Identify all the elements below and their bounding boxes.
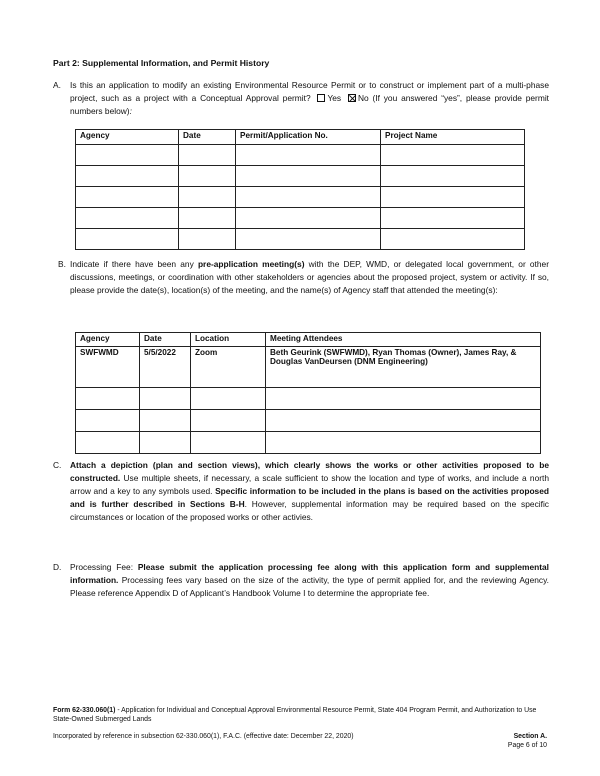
- table-cell[interactable]: [381, 145, 525, 166]
- item-c-text-1: Use multiple sheets, if necessary, a scale sufficient to show the location and type of works, and include a north arrow and a key to any symbols used.: [70, 473, 549, 496]
- table-cell[interactable]: [179, 208, 236, 229]
- table-row: [76, 166, 525, 187]
- col-header-date: Date: [179, 130, 236, 145]
- no-checkbox[interactable]: [348, 94, 356, 102]
- table-header-row: [76, 130, 525, 145]
- table-cell[interactable]: [191, 432, 266, 454]
- col-header-date: Date: [140, 333, 191, 347]
- table-header-row: [76, 333, 541, 347]
- item-c-bold-1: Attach a depiction (plan and section views), which clearly shows the works or other activities proposed to be constructed.: [70, 460, 549, 483]
- table-row: [76, 229, 525, 250]
- table-row: [76, 347, 541, 388]
- item-b-text-2: with the DEP, WMD, or delegated local government, or other discussions, meetings, or coordination with other stakeholders or agencies about the proposed project, system or activity. If so, please provide the date(s), location(s) of the meeting, and the name(s) of Agency staff that attended the meeting(s):: [70, 259, 549, 295]
- table-cell[interactable]: [236, 208, 381, 229]
- table-row: [76, 208, 525, 229]
- table-row: [76, 410, 541, 432]
- table-cell[interactable]: [179, 187, 236, 208]
- item-b-text-1: Indicate if there have been any: [70, 259, 194, 269]
- item-c: [53, 459, 549, 524]
- table-cell[interactable]: 5/5/2022: [140, 347, 191, 388]
- table-row: [76, 187, 525, 208]
- col-header-permit-no: Permit/Application No.: [236, 130, 381, 145]
- table-cell[interactable]: [179, 166, 236, 187]
- table-cell[interactable]: [76, 410, 140, 432]
- table-cell[interactable]: [179, 229, 236, 250]
- table-row: [76, 432, 541, 454]
- yes-checkbox[interactable]: [317, 94, 325, 102]
- footer-section-page: [508, 733, 547, 750]
- table-cell[interactable]: [381, 166, 525, 187]
- table-cell[interactable]: [76, 432, 140, 454]
- item-d: [53, 561, 549, 600]
- table-cell[interactable]: [76, 388, 140, 410]
- table-cell[interactable]: [266, 410, 541, 432]
- table-cell[interactable]: [140, 432, 191, 454]
- table-cell[interactable]: Beth Geurink (SWFWMD), Ryan Thomas (Owner), James Ray, & Douglas VanDeursen (DNM Engineering): [266, 347, 541, 388]
- item-c-letter: C.: [53, 460, 62, 470]
- table-cell[interactable]: [140, 410, 191, 432]
- item-c-text-2: . However, supplemental information may be required based on the specific circumstances or location of the proposed works or other activies.: [70, 499, 549, 522]
- col-header-location: Location: [191, 333, 266, 347]
- table-row: [76, 388, 541, 410]
- col-header-agency: Agency: [76, 130, 179, 145]
- item-a: [53, 79, 549, 118]
- table-cell[interactable]: [191, 388, 266, 410]
- table-cell[interactable]: [140, 388, 191, 410]
- table-row: [76, 145, 525, 166]
- table-cell[interactable]: [191, 410, 266, 432]
- no-label: No (If you answered “yes”, please provide permit numbers below): [70, 93, 550, 116]
- yes-label: Yes: [327, 93, 342, 103]
- table-cell[interactable]: Zoom: [191, 347, 266, 388]
- item-a-letter: A.: [53, 80, 61, 90]
- table-cell[interactable]: [381, 229, 525, 250]
- permit-history-table: [75, 129, 525, 250]
- item-a-question: Is this an application to modify an existing Environmental Resource Permit or to construct or implement part of a multi-phase project, such as a project with a Conceptual Approval permit?: [70, 80, 549, 103]
- item-a-body: [70, 79, 549, 118]
- table-cell[interactable]: [236, 166, 381, 187]
- footer-page-number: Page 6 of 10: [507, 741, 547, 749]
- footer-form-desc: - Application for Individual and Conceptual Approval Environmental Resource Permit, State 404 Program Permit, and Authorization to Use State-Owned Submerged Lands: [53, 707, 537, 723]
- item-d-body: [70, 561, 549, 600]
- item-d-text-2: Processing fees vary based on the size of the activity, the type of permit applied for, and the reviewing Agency. Please reference Appendix D of Applicant’s Handbook Volume I to determine the appropriate fee.: [70, 575, 549, 598]
- table-cell[interactable]: [76, 166, 179, 187]
- table-cell[interactable]: SWFWMD: [76, 347, 140, 388]
- pre-application-meetings-table: [75, 332, 541, 454]
- col-header-project-name: Project Name: [381, 130, 525, 145]
- item-d-letter: D.: [53, 562, 62, 572]
- table-cell[interactable]: [76, 208, 179, 229]
- no-label-suffix: :: [129, 106, 132, 116]
- item-b-letter: B.: [58, 259, 66, 269]
- table-cell[interactable]: [76, 145, 179, 166]
- table-cell[interactable]: [179, 145, 236, 166]
- item-b: [53, 258, 549, 297]
- item-b-text-bold: pre-application meeting(s): [197, 259, 305, 269]
- item-c-bold-2: Specific information to be included in the plans is based on the activities proposed and is further described in Sections B-H: [70, 486, 549, 509]
- item-c-body: [70, 459, 549, 524]
- footer-section: Section A.: [513, 733, 547, 740]
- footer-form-description: [53, 707, 547, 724]
- table-cell[interactable]: [266, 388, 541, 410]
- item-d-bold-1: Please submit the application processing fee along with this application form and supplemental information.: [70, 562, 549, 585]
- table-cell[interactable]: [381, 208, 525, 229]
- item-b-body: [70, 258, 549, 297]
- table-cell[interactable]: [236, 229, 381, 250]
- col-header-agency: Agency: [76, 333, 140, 347]
- table-cell[interactable]: [381, 187, 525, 208]
- table-cell[interactable]: [236, 145, 381, 166]
- section-heading: Part 2: Supplemental Information, and Permit History: [53, 58, 270, 68]
- item-d-text-1: Processing Fee:: [70, 562, 138, 572]
- table-cell[interactable]: [76, 187, 179, 208]
- footer-incorporated: Incorporated by reference in subsection 62-330.060(1), F.A.C. (effective date: December 22, 2020): [53, 733, 354, 740]
- col-header-meeting-attendees: Meeting Attendees: [266, 333, 541, 347]
- table-cell[interactable]: [236, 187, 381, 208]
- table-cell[interactable]: [266, 432, 541, 454]
- footer-form-id: Form 62-330.060(1): [53, 707, 116, 714]
- table-cell[interactable]: [76, 229, 179, 250]
